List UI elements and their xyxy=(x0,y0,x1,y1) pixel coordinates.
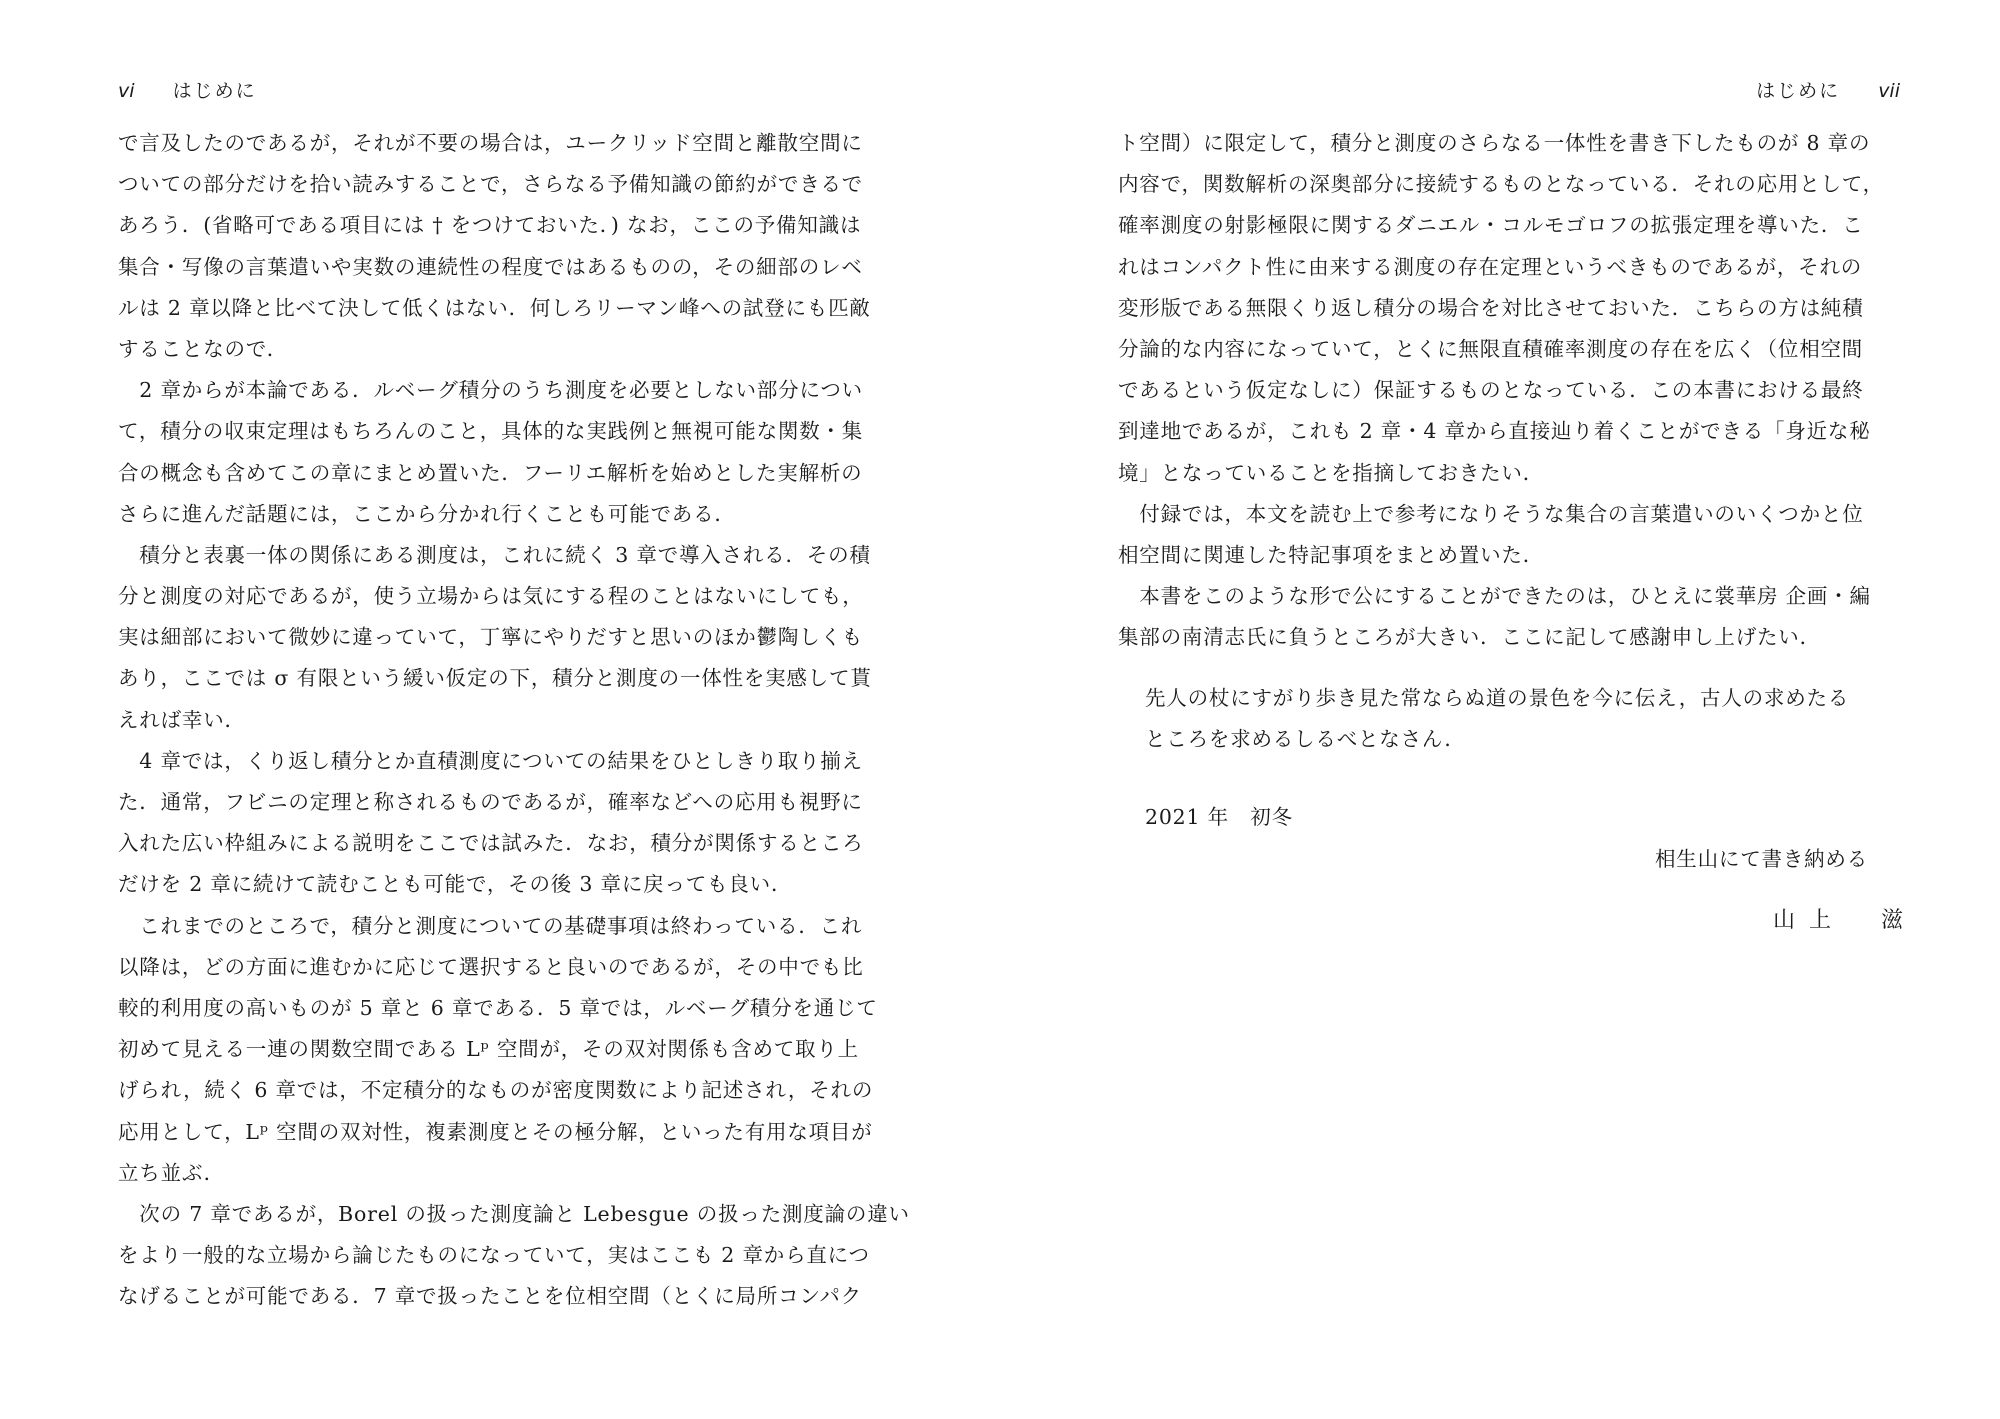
body-line: て，積分の収束定理はもちろんのこと，具体的な実践例と無視可能な関数・集 xyxy=(118,419,864,444)
body-line: だけを 2 章に続けて読むことも可能で，その後 3 章に戻っても良い． xyxy=(118,872,793,897)
poem-line: ところを求めるしるべとなさん． xyxy=(1145,727,1466,752)
left-running-head xyxy=(118,76,257,103)
body-line: 集部の南清志氏に負うところが大きい．ここに記して感謝申し上げたい． xyxy=(1118,625,1821,650)
body-line: 内容で，関数解析の深奥部分に接続するものとなっている．それの応用として， xyxy=(1118,172,1884,197)
body-line: 初めて見える一連の関数空間である Lᵖ 空間が，その双対関係も含めて取り上 xyxy=(118,1037,859,1062)
body-line: 本書をこのような形で公にすることができたのは，ひとえに裳華房 企画・編 xyxy=(1118,584,1871,609)
body-line: 以降は，どの方面に進むかに応じて選択すると良いのであるが，その中でも比 xyxy=(118,954,864,979)
body-line: することなので． xyxy=(118,336,288,361)
right-body-text xyxy=(1118,123,1884,658)
body-line: 実は細部において微妙に違っていて，丁寧にやりだすと思いのほか鬱陶しくも xyxy=(118,625,864,650)
body-line: なげることが可能である．7 章で扱ったことを位相空間（とくに局所コンパク xyxy=(118,1284,862,1309)
signature-date: 2021 年 初冬 xyxy=(1145,805,1293,829)
body-line: ルは 2 章以降と比べて決して低くはない．何しろリーマン峰への試登にも匹敵 xyxy=(118,295,871,320)
body-line: 境」となっていることを指摘しておきたい． xyxy=(1118,460,1544,485)
right-page-number: vii xyxy=(1878,80,1900,102)
body-line: 相空間に関連した特記事項をまとめ置いた． xyxy=(1118,542,1544,567)
body-line: ト空間）に限定して，積分と測度のさらなる一体性を書き下したものが 8 章の xyxy=(1118,131,1871,155)
left-page-number: vi xyxy=(118,80,135,102)
body-line: 変形版である無限くり返し積分の場合を対比させておいた．こちらの方は純積 xyxy=(1118,295,1864,320)
body-line: 確率測度の射影極限に関するダニエル・コルモゴロフの拡張定理を導いた．こ xyxy=(1118,213,1864,238)
body-line: 2 章からが本論である．ルベーグ積分のうち測度を必要としない部分につい xyxy=(118,378,863,403)
body-line: 分論的な内容になっていて，とくに無限直積確率測度の存在を広く（位相空間 xyxy=(1118,336,1864,361)
body-line: 付録では，本文を読む上で参考になりそうな集合の言葉遣いのいくつかと位 xyxy=(1118,501,1864,526)
body-line: 応用として，Lᵖ 空間の双対性，複素測度とその極分解，といった有用な項目が xyxy=(118,1119,873,1144)
body-line: 合の概念も含めてこの章にまとめ置いた．フーリエ解析を始めとした実解析の xyxy=(118,460,863,485)
body-line: 分と測度の対応であるが，使う立場からは気にする程のことはないにしても， xyxy=(118,584,864,609)
body-line: 到達地であるが，これも 2 章・4 章から直接辿り着くことができる「身近な秘 xyxy=(1118,419,1871,444)
body-line: 次の 7 章であるが，Borel の扱った測度論と Lebesgue の扱った測度論の違い xyxy=(118,1201,910,1226)
body-line: 較的利用度の高いものが 5 章と 6 章である．5 章では，ルベーグ積分を通じて xyxy=(118,995,878,1020)
body-line: 4 章では，くり返し積分とか直積測度についての結果をひとしきり取り揃え xyxy=(118,748,863,773)
body-line: あり，ここでは σ 有限という緩い仮定の下，積分と測度の一体性を実感して貰 xyxy=(118,666,872,691)
body-line: 入れた広い枠組みによる説明をここでは試みた．なお，積分が関係するところ xyxy=(118,831,864,856)
body-line: これまでのところで，積分と測度についての基礎事項は終わっている．これ xyxy=(118,913,863,938)
poem-line: 先人の杖にすがり歩き見た常ならぬ道の景色を今に伝え，古人の求めたる xyxy=(1145,686,1850,710)
left-body-text xyxy=(118,123,910,1317)
body-line: えれば幸い． xyxy=(118,707,246,732)
body-line: ついての部分だけを拾い読みすることで，さらなる予備知識の節約ができるで xyxy=(118,172,863,197)
body-line: あろう．(省略可である項目には † をつけておいた．) なお，ここの予備知識は xyxy=(118,213,862,238)
body-line: 集合・写像の言葉遣いや実数の連続性の程度ではあるものの，その細部のレベ xyxy=(118,254,863,279)
body-line: れはコンパクト性に由来する測度の存在定理というべきものであるが，それの xyxy=(1118,254,1863,279)
right-running-head xyxy=(1756,76,1900,103)
body-line: 積分と表裏一体の関係にある測度は，これに続く 3 章で導入される．その積 xyxy=(118,542,871,567)
signature-place: 相生山にて書き納める xyxy=(1655,847,1868,871)
body-line: で言及したのであるが，それが不要の場合は，ユークリッド空間と離散空間に xyxy=(118,131,863,155)
signature-author: 山上 滋 xyxy=(1773,908,1918,933)
body-line: をより一般的な立場から論じたものになっていて，実はここも 2 章から直につ xyxy=(118,1243,870,1268)
body-line: であるという仮定なしに）保証するものとなっている．この本書における最終 xyxy=(1118,378,1864,403)
body-line: 立ち並ぶ． xyxy=(118,1160,225,1185)
body-line: さらに進んだ話題には，ここから分かれ行くことも可能である． xyxy=(118,501,736,526)
closing-poem xyxy=(1145,678,1849,760)
left-running-head-title: はじめに xyxy=(172,80,257,102)
body-line: た．通常，フビニの定理と称されるものであるが，確率などへの応用も視野に xyxy=(118,790,863,814)
body-line: げられ，続く 6 章では，不定積分的なものが密度関数により記述され，それの xyxy=(118,1078,874,1103)
right-running-head-title: はじめに xyxy=(1756,80,1841,102)
